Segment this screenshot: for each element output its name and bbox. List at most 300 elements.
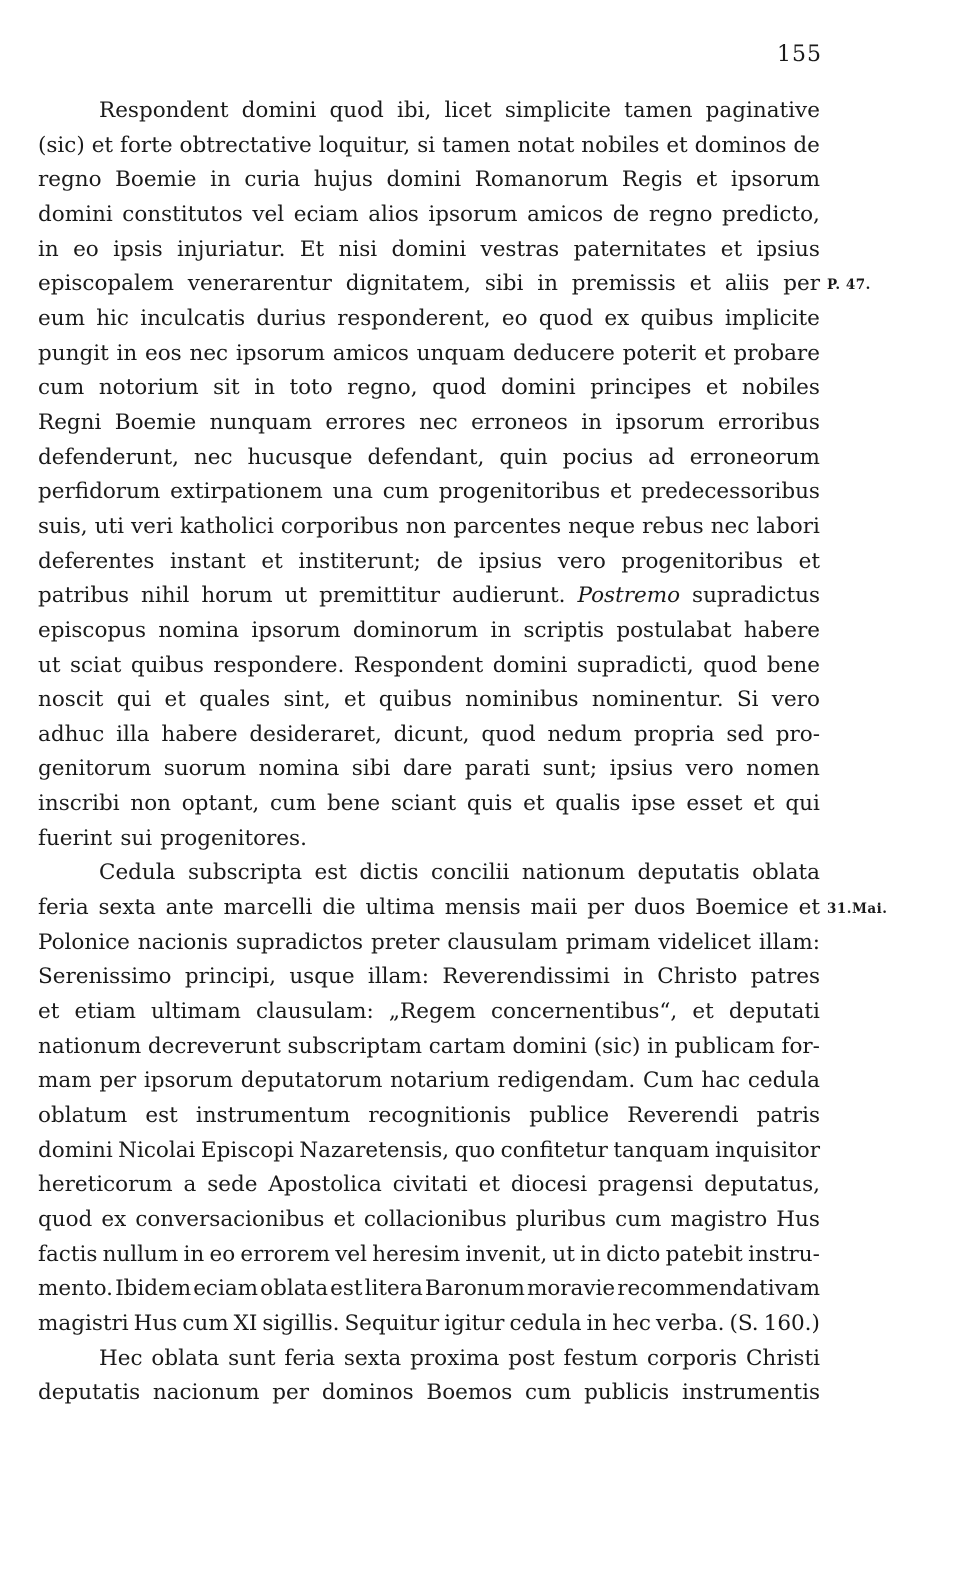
word: sint, bbox=[283, 687, 331, 713]
body-text bbox=[38, 94, 820, 1411]
word: bene bbox=[766, 652, 820, 678]
word: proxima bbox=[410, 1345, 500, 1371]
word: Boemie bbox=[115, 167, 197, 193]
word: nihil bbox=[141, 583, 190, 609]
text-line bbox=[38, 926, 820, 961]
word: propria bbox=[633, 721, 715, 747]
text-line bbox=[38, 787, 820, 822]
text-line bbox=[38, 1203, 820, 1238]
word: quod bbox=[38, 1207, 93, 1232]
word: post bbox=[508, 1345, 555, 1371]
word: sit bbox=[213, 375, 240, 401]
word: regno bbox=[648, 201, 713, 227]
word: moravie bbox=[526, 1276, 616, 1302]
word: probare bbox=[733, 340, 820, 366]
word: quod bbox=[481, 721, 536, 747]
word: eciam bbox=[193, 1276, 259, 1302]
word: genitorum bbox=[38, 756, 152, 782]
word: ut bbox=[38, 652, 61, 678]
word: Baronum bbox=[424, 1276, 525, 1302]
word: inscribi bbox=[38, 791, 120, 817]
word: erroribus bbox=[717, 409, 820, 435]
word: duos bbox=[633, 895, 686, 921]
word: audierunt. bbox=[452, 583, 566, 609]
word: esset bbox=[686, 791, 743, 817]
word: feria bbox=[284, 1345, 336, 1371]
word: eo bbox=[501, 305, 528, 331]
page-number: 155 bbox=[777, 42, 822, 67]
word: curia bbox=[244, 167, 301, 193]
word: Hus bbox=[776, 1207, 820, 1232]
word: unquam bbox=[416, 340, 506, 366]
text-line bbox=[38, 1168, 820, 1203]
word: ultima bbox=[365, 895, 435, 921]
word: sunt; bbox=[542, 756, 598, 782]
word: adhuc bbox=[38, 721, 105, 747]
word: litera bbox=[364, 1276, 423, 1302]
word: paternitates bbox=[573, 236, 707, 262]
word: quo bbox=[454, 1137, 496, 1163]
word: illam: bbox=[758, 929, 820, 955]
word: implicite bbox=[724, 305, 820, 331]
word: hereticorum bbox=[38, 1172, 173, 1198]
word: dominos bbox=[694, 132, 787, 158]
word: forte bbox=[120, 132, 173, 158]
word: quin bbox=[499, 444, 548, 470]
word: ipsorum bbox=[615, 409, 705, 435]
word: sciat bbox=[69, 652, 122, 678]
text-line bbox=[38, 475, 820, 510]
text-line bbox=[38, 163, 820, 198]
word: Romanorum bbox=[474, 167, 609, 193]
word: et bbox=[91, 132, 114, 158]
word: heresim bbox=[372, 1241, 461, 1267]
word: dicto bbox=[606, 1241, 661, 1267]
text-line bbox=[38, 579, 820, 614]
word: scriptis bbox=[523, 617, 605, 643]
word: horum bbox=[201, 583, 273, 609]
word: mensis bbox=[444, 895, 521, 921]
word: defendant, bbox=[367, 444, 485, 470]
word: etiam bbox=[74, 999, 136, 1025]
word: ex bbox=[101, 1207, 127, 1232]
word: civitati bbox=[392, 1172, 468, 1198]
word: perfidorum bbox=[38, 479, 161, 505]
text-line bbox=[38, 1307, 820, 1342]
word: non bbox=[130, 791, 171, 817]
word: est bbox=[145, 1103, 178, 1129]
word: XI bbox=[233, 1310, 258, 1336]
word: et bbox=[261, 548, 283, 574]
word: concernentibus“, bbox=[490, 999, 678, 1025]
word: et bbox=[164, 687, 186, 713]
word: ultimam bbox=[151, 999, 241, 1025]
word: katholici bbox=[179, 513, 274, 539]
word: qualis bbox=[555, 791, 621, 817]
word: for- bbox=[781, 1033, 820, 1059]
word: qui bbox=[785, 791, 820, 817]
word: ut bbox=[284, 583, 308, 609]
word: corporibus bbox=[280, 513, 399, 539]
word: cum bbox=[38, 375, 85, 401]
word: regno, bbox=[347, 375, 418, 401]
word: et bbox=[38, 999, 60, 1025]
word: Apostolica bbox=[268, 1172, 382, 1198]
word: nobiles bbox=[741, 375, 820, 401]
word: nobiles bbox=[581, 132, 660, 158]
word: vero bbox=[685, 756, 734, 782]
word: domini bbox=[512, 1033, 588, 1059]
word: in bbox=[647, 1033, 668, 1059]
word: et bbox=[333, 1207, 355, 1232]
word: Respondent bbox=[353, 652, 484, 678]
word: decreverunt bbox=[147, 1033, 281, 1059]
word: ipsorum bbox=[143, 1068, 233, 1094]
word: domini bbox=[391, 236, 467, 262]
word: progenitoribus bbox=[438, 479, 601, 505]
word: patres bbox=[750, 964, 820, 990]
word: igitur bbox=[444, 1310, 505, 1336]
text-line bbox=[38, 614, 820, 649]
word: 160.) bbox=[763, 1310, 820, 1336]
word: magistri bbox=[38, 1310, 129, 1336]
word: quod bbox=[329, 98, 384, 123]
word: pluribus bbox=[515, 1207, 607, 1232]
word: in bbox=[116, 340, 138, 366]
word: suorum bbox=[163, 756, 247, 782]
word: Episcopi bbox=[200, 1137, 294, 1163]
text-line bbox=[38, 856, 820, 891]
word: Boemice bbox=[695, 895, 789, 921]
word: venerarentur bbox=[187, 271, 332, 297]
word: instrumentis bbox=[681, 1380, 820, 1406]
word: (S. bbox=[729, 1310, 759, 1336]
word: sibi bbox=[484, 271, 524, 297]
word: episcopalem bbox=[38, 271, 174, 297]
word: in bbox=[210, 167, 231, 193]
word: oblatum bbox=[38, 1103, 128, 1129]
word: per bbox=[272, 1380, 310, 1406]
word: premittitur bbox=[319, 583, 441, 609]
word: subscripta bbox=[187, 860, 303, 886]
text-line bbox=[38, 718, 820, 753]
word: Cedula bbox=[99, 860, 176, 886]
word: poterit bbox=[622, 340, 697, 366]
word: oblata bbox=[151, 1345, 220, 1371]
word: (sic) bbox=[593, 1033, 641, 1059]
word: nec bbox=[189, 340, 229, 366]
word: errores bbox=[325, 409, 406, 435]
word: et bbox=[704, 340, 726, 366]
word: dare bbox=[402, 756, 453, 782]
word: Reverendi bbox=[627, 1103, 739, 1129]
word: patris bbox=[756, 1103, 820, 1129]
word: et bbox=[753, 791, 775, 817]
text-line bbox=[38, 1134, 820, 1169]
word: hac bbox=[701, 1068, 741, 1094]
word: Ibidem bbox=[115, 1276, 192, 1302]
text-line bbox=[38, 1238, 820, 1273]
text-line bbox=[38, 129, 820, 164]
word: dominorum bbox=[352, 617, 479, 643]
text-line bbox=[38, 649, 820, 684]
word: in bbox=[537, 271, 558, 297]
word: vero bbox=[557, 548, 606, 574]
word: preter bbox=[371, 929, 440, 955]
word: nec bbox=[193, 444, 233, 470]
word: nomina bbox=[258, 756, 340, 782]
text-line bbox=[38, 233, 820, 268]
word: magistro bbox=[670, 1207, 768, 1232]
margin-note: 31.Mai. bbox=[827, 901, 888, 918]
word: principes bbox=[590, 375, 692, 401]
word: ipsorum bbox=[235, 340, 326, 366]
word: loquitur, bbox=[318, 132, 411, 158]
word: et bbox=[478, 1172, 500, 1198]
word: per bbox=[99, 1068, 137, 1094]
word: sibi bbox=[351, 756, 391, 782]
word: sciant bbox=[390, 791, 457, 817]
word: eo bbox=[209, 1241, 236, 1267]
word: clausulam: bbox=[256, 999, 374, 1025]
word: in bbox=[183, 1241, 205, 1267]
word: Sequitur bbox=[344, 1310, 440, 1336]
word: obtrectative bbox=[179, 132, 312, 158]
word: de bbox=[793, 132, 820, 158]
word: de bbox=[436, 548, 463, 574]
word: ipsis bbox=[113, 236, 163, 262]
word: pungit bbox=[38, 340, 109, 366]
word: defenderunt, bbox=[38, 444, 179, 470]
word: ex bbox=[604, 305, 630, 331]
word: sui bbox=[120, 825, 153, 851]
word: paginative bbox=[705, 98, 820, 123]
word: pragensi bbox=[598, 1172, 694, 1198]
word: in bbox=[580, 1241, 601, 1267]
word: Si bbox=[736, 687, 759, 713]
word: tamen bbox=[624, 98, 693, 123]
word: hucusque bbox=[247, 444, 353, 470]
word: veri bbox=[130, 513, 173, 539]
word: primam bbox=[565, 929, 651, 955]
word: durius bbox=[256, 305, 326, 331]
text-line bbox=[38, 1099, 820, 1134]
word: habere bbox=[161, 721, 238, 747]
word: hujus bbox=[313, 167, 373, 193]
word: uti bbox=[94, 513, 124, 539]
word: est bbox=[314, 860, 347, 886]
word: institerunt; bbox=[298, 548, 421, 574]
word: Nicolai bbox=[118, 1137, 196, 1163]
word: „Regem bbox=[388, 999, 476, 1025]
word: collacionibus bbox=[363, 1207, 507, 1232]
word: labori bbox=[756, 513, 820, 539]
word: quibus bbox=[378, 687, 452, 713]
word: vel bbox=[252, 201, 285, 227]
text-line bbox=[38, 267, 820, 302]
word: et bbox=[344, 687, 366, 713]
word: ipsius bbox=[756, 236, 820, 262]
word: cum bbox=[382, 479, 429, 505]
word: instant bbox=[170, 548, 246, 574]
margin-note: P. 47. bbox=[827, 277, 871, 294]
word: parcentes bbox=[453, 513, 562, 539]
word: patribus bbox=[38, 583, 130, 609]
word: nomen bbox=[746, 756, 820, 782]
word: quod bbox=[703, 652, 758, 678]
word: dignitatem, bbox=[345, 271, 471, 297]
word: notorium bbox=[98, 375, 199, 401]
word: erroneos bbox=[471, 409, 568, 435]
word: qui bbox=[116, 687, 152, 713]
word: Regni bbox=[38, 409, 102, 435]
word: vestras bbox=[480, 236, 560, 262]
word: quis bbox=[466, 791, 513, 817]
word: in bbox=[490, 617, 512, 643]
word: et bbox=[695, 167, 718, 193]
text-line bbox=[38, 406, 820, 441]
word: nationum bbox=[38, 1033, 142, 1059]
text-line bbox=[38, 1342, 820, 1377]
word: sexta bbox=[98, 895, 156, 921]
word: amicos bbox=[332, 340, 409, 366]
word: illam: bbox=[367, 964, 429, 990]
word: aliis bbox=[724, 271, 770, 297]
word: constitutos bbox=[122, 201, 243, 227]
word: cum bbox=[525, 1380, 572, 1406]
word: domini bbox=[38, 1137, 113, 1163]
word: una bbox=[332, 479, 373, 505]
word: Reverendissimi bbox=[442, 964, 610, 990]
word: supradictos bbox=[236, 929, 364, 955]
word: instrumentum bbox=[195, 1103, 351, 1129]
text-line bbox=[38, 822, 820, 857]
text-line bbox=[38, 371, 820, 406]
word: recommendativam bbox=[617, 1276, 820, 1302]
word: vel bbox=[335, 1241, 368, 1267]
word: usque bbox=[289, 964, 355, 990]
word: ipsorum bbox=[730, 167, 820, 193]
word: ante bbox=[165, 895, 214, 921]
word: sunt bbox=[228, 1345, 276, 1371]
word: dictis bbox=[359, 860, 419, 886]
word: Et bbox=[299, 236, 325, 262]
word: dominos bbox=[321, 1380, 414, 1406]
word: bene bbox=[327, 791, 381, 817]
word: notat bbox=[517, 132, 575, 158]
word: et bbox=[798, 548, 820, 574]
text-line bbox=[38, 752, 820, 787]
word: invenit, bbox=[465, 1241, 548, 1267]
word: quibus bbox=[130, 652, 204, 678]
word: noscit bbox=[38, 687, 104, 713]
text-line bbox=[38, 198, 820, 233]
word: amicos bbox=[527, 201, 604, 227]
word: nominibus bbox=[465, 687, 579, 713]
word: et bbox=[692, 999, 714, 1025]
text-line bbox=[38, 1064, 820, 1099]
word: nomina bbox=[158, 617, 240, 643]
text-line bbox=[38, 545, 820, 580]
word: eciam bbox=[293, 201, 359, 227]
word: pocius bbox=[562, 444, 634, 470]
word: mento. bbox=[38, 1276, 113, 1302]
word: Polonice bbox=[38, 929, 130, 955]
word: feria bbox=[38, 895, 89, 921]
text-line bbox=[38, 302, 820, 337]
text-line bbox=[38, 960, 820, 995]
word: in bbox=[581, 409, 602, 435]
word: nominentur. bbox=[591, 687, 724, 713]
word: predicto, bbox=[722, 201, 820, 227]
word: eos bbox=[145, 340, 182, 366]
word: ipsorum bbox=[251, 617, 341, 643]
word: festum bbox=[563, 1345, 639, 1371]
word: ipsorum bbox=[428, 201, 518, 227]
word: inquisitor bbox=[715, 1137, 820, 1163]
word: oblata bbox=[260, 1276, 329, 1302]
word: eo bbox=[73, 236, 99, 262]
word: factis bbox=[38, 1241, 98, 1267]
word: Serenissimo bbox=[38, 964, 172, 990]
text-line bbox=[38, 995, 820, 1030]
word: inculcatis bbox=[140, 305, 246, 331]
word: nationum bbox=[521, 860, 626, 886]
word: in bbox=[38, 236, 59, 262]
word: nunquam bbox=[209, 409, 313, 435]
text-line bbox=[38, 891, 820, 926]
word: Hus bbox=[133, 1310, 178, 1336]
word: Hec bbox=[99, 1345, 143, 1371]
word: nec bbox=[419, 409, 458, 435]
word: quibus bbox=[640, 305, 714, 331]
word: et bbox=[666, 132, 688, 158]
word: deputatis bbox=[38, 1380, 141, 1406]
word: Respondent bbox=[99, 98, 229, 123]
word: nec bbox=[710, 513, 750, 539]
word: ibi, bbox=[396, 98, 432, 123]
word: suis, bbox=[38, 513, 88, 539]
word: toto bbox=[289, 375, 333, 401]
word: diocesi bbox=[510, 1172, 588, 1198]
word: publicam bbox=[674, 1033, 775, 1059]
word: alios bbox=[368, 201, 419, 227]
text-line bbox=[38, 1376, 820, 1411]
word: publicis bbox=[584, 1380, 670, 1406]
word: deputati bbox=[728, 999, 820, 1025]
word: subscriptam bbox=[287, 1033, 423, 1059]
word: parati bbox=[464, 756, 531, 782]
word: Boemie bbox=[114, 409, 197, 435]
word: Christo bbox=[657, 964, 738, 990]
word: Postremo bbox=[577, 583, 681, 609]
word: erroneorum bbox=[689, 444, 820, 470]
word: sed bbox=[726, 721, 764, 747]
word: extirpationem bbox=[170, 479, 323, 505]
word: ipsius bbox=[478, 548, 543, 574]
word: in bbox=[623, 964, 644, 990]
word: simplicite bbox=[504, 98, 611, 123]
text-line bbox=[38, 94, 820, 129]
word: progenitores. bbox=[160, 825, 307, 851]
word: ad bbox=[648, 444, 675, 470]
word: deducere bbox=[512, 340, 615, 366]
word: errorem bbox=[240, 1241, 331, 1267]
word: predecessoribus bbox=[641, 479, 820, 505]
word: non bbox=[405, 513, 447, 539]
text-line bbox=[38, 683, 820, 718]
word: et bbox=[523, 791, 545, 817]
